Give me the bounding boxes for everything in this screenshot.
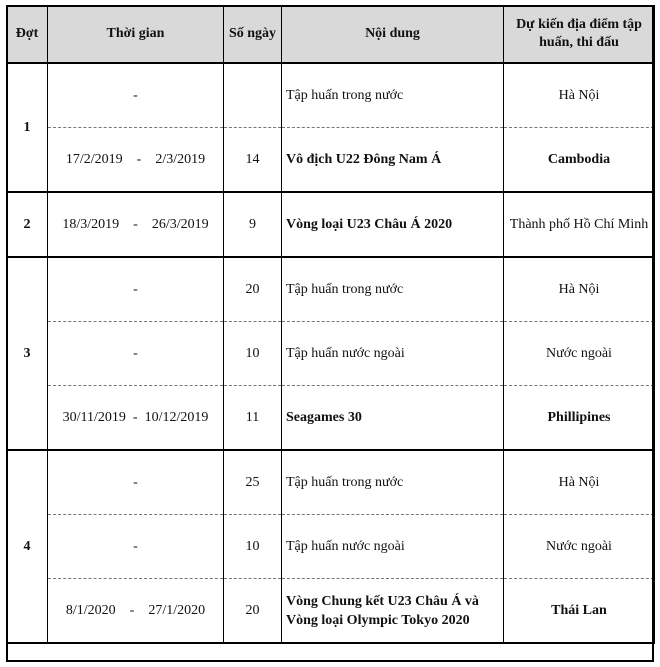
table-row xyxy=(7,257,655,322)
header-time: Thời gian xyxy=(48,6,224,64)
schedule-table-container xyxy=(6,5,655,644)
days-cell: 14 xyxy=(224,128,282,193)
days-cell: 20 xyxy=(224,579,282,644)
time-cell: - xyxy=(48,450,224,515)
place-cell: Cambodia xyxy=(504,128,655,193)
content-cell: Vòng loại U23 Châu Á 2020 xyxy=(282,192,504,257)
content-cell: Tập huấn nước ngoài xyxy=(282,515,504,579)
content-cell: Tập huấn trong nước xyxy=(282,450,504,515)
header-days: Số ngày xyxy=(224,6,282,64)
place-cell: Thái Lan xyxy=(504,579,655,644)
days-cell xyxy=(224,63,282,128)
content-cell: Vòng Chung kết U23 Châu Á và Vòng loại Olympic Tokyo 2020 xyxy=(282,579,504,644)
header-row xyxy=(7,6,655,64)
place-cell: Phillipines xyxy=(504,386,655,451)
days-cell: 11 xyxy=(224,386,282,451)
content-cell: Vô địch U22 Đông Nam Á xyxy=(282,128,504,193)
place-cell: Hà Nội xyxy=(504,257,655,322)
time-cell: - xyxy=(48,63,224,128)
time-cell: - xyxy=(48,322,224,386)
place-cell: Hà Nội xyxy=(504,450,655,515)
time-cell: - xyxy=(48,257,224,322)
content-cell: Tập huấn nước ngoài xyxy=(282,322,504,386)
table-body xyxy=(7,63,655,643)
time-cell: 18/3/2019 - 26/3/2019 xyxy=(48,192,224,257)
dot-cell: 4 xyxy=(7,450,48,643)
days-cell: 10 xyxy=(224,322,282,386)
time-cell: 8/1/2020 - 27/1/2020 xyxy=(48,579,224,644)
place-cell: Nước ngoài xyxy=(504,322,655,386)
table-row xyxy=(7,192,655,257)
table-row xyxy=(7,579,655,644)
table-row xyxy=(7,515,655,579)
header-content: Nội dung xyxy=(282,6,504,64)
days-cell: 25 xyxy=(224,450,282,515)
schedule-table xyxy=(6,5,655,644)
dot-cell: 3 xyxy=(7,257,48,450)
dot-cell: 1 xyxy=(7,63,48,192)
place-cell: Hà Nội xyxy=(504,63,655,128)
table-row xyxy=(7,386,655,451)
table-row xyxy=(7,63,655,128)
place-cell: Nước ngoài xyxy=(504,515,655,579)
place-cell: Thành phố Hồ Chí Minh xyxy=(504,192,655,257)
content-cell: Tập huấn trong nước xyxy=(282,257,504,322)
table-row xyxy=(7,128,655,193)
content-cell: Seagames 30 xyxy=(282,386,504,451)
table-row xyxy=(7,322,655,386)
table-row xyxy=(7,450,655,515)
header-place: Dự kiến địa điểm tập huấn, thi đấu xyxy=(504,6,655,64)
time-cell: - xyxy=(48,515,224,579)
content-cell: Tập huấn trong nước xyxy=(282,63,504,128)
time-cell: 17/2/2019 - 2/3/2019 xyxy=(48,128,224,193)
days-cell: 20 xyxy=(224,257,282,322)
days-cell: 9 xyxy=(224,192,282,257)
dot-cell: 2 xyxy=(7,192,48,257)
time-cell: 30/11/2019 - 10/12/2019 xyxy=(48,386,224,451)
header-dot: Đợt xyxy=(7,6,48,64)
days-cell: 10 xyxy=(224,515,282,579)
